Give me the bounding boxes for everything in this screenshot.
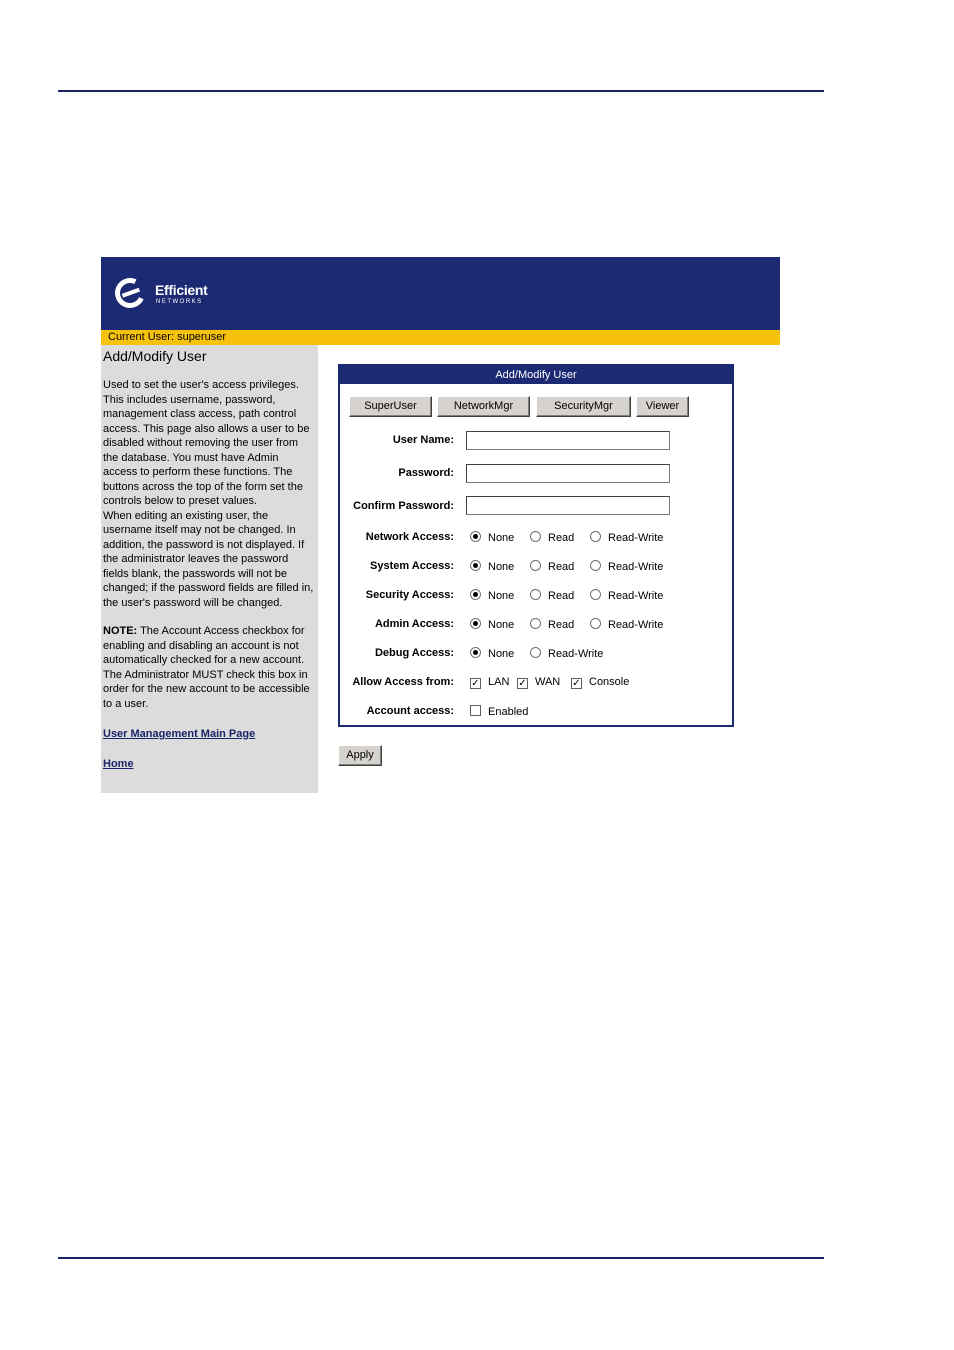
admin-access-label: Admin Access: (374, 618, 454, 630)
password-input[interactable] (466, 464, 670, 483)
allow-access-from-label: Allow Access from: (352, 676, 454, 688)
admin-readwrite-radio[interactable]: Read-Write (590, 618, 663, 631)
preset-superuser-button[interactable]: SuperUser (349, 396, 432, 417)
confirm-password-label: Confirm Password: (353, 500, 454, 512)
debug-access-label: Debug Access: (374, 647, 454, 659)
allow-wan-checkbox[interactable]: ✓ WAN (518, 676, 561, 689)
sidebar-note (103, 624, 315, 711)
network-read-radio[interactable]: Read (530, 531, 574, 544)
bottom-rule (58, 1257, 824, 1259)
allow-lan-checkbox[interactable]: ✓ LAN (471, 676, 510, 689)
note-text: The Account Access checkbox for enabling and disabling an account is not automatically checked for a new account. The Administrator MUST check this box in order for the new account to be accessible to a user. (103, 625, 310, 710)
system-access-label: System Access: (370, 560, 454, 572)
system-none-radio[interactable]: None (470, 560, 514, 573)
system-read-radio[interactable]: Read (530, 560, 574, 573)
check-icon: ✓ (471, 678, 480, 689)
admin-read-radio[interactable]: Read (530, 618, 574, 631)
password-label: Password: (398, 467, 454, 479)
allow-console-checkbox[interactable]: ✓ Console (572, 676, 630, 689)
security-none-radio[interactable]: None (470, 589, 514, 602)
debug-none-radio[interactable]: None (470, 647, 514, 660)
security-read-radio[interactable]: Read (530, 589, 574, 602)
top-rule (58, 90, 824, 92)
network-none-radio[interactable]: None (470, 531, 514, 544)
confirm-password-input[interactable] (466, 496, 670, 515)
sidebar-editing-note: When editing an existing user, the username itself may not be changed. In addition, the password is not displayed. If the administrator leaves the password fields blank, the passwords will not be changed; if the password fields are filled in, the user's password will be changed. (103, 509, 314, 609)
sidebar-description: Used to set the user's access privileges. This includes username, password, management class access, path control access. This page also allows a user to be disabled without removing the user from the database. You must have Admin access to perform these functions. The buttons across the top of the form set the controls below to preset values. (103, 379, 310, 507)
security-readwrite-radio[interactable]: Read-Write (590, 589, 663, 602)
network-readwrite-radio[interactable]: Read-Write (590, 531, 663, 544)
preset-networkmgr-button[interactable]: NetworkMgr (437, 396, 530, 417)
logo-subtext: NETWORKS (156, 299, 203, 305)
debug-readwrite-radio[interactable]: Read-Write (530, 647, 603, 660)
user-management-main-link[interactable]: User Management Main Page (103, 728, 256, 740)
e-logo-icon (111, 274, 149, 312)
check-icon: ✓ (518, 678, 527, 689)
note-label: NOTE: (103, 625, 138, 637)
system-readwrite-radio[interactable]: Read-Write (590, 560, 663, 573)
screenshot-frame (101, 257, 780, 793)
check-icon: ✓ (572, 678, 581, 689)
header-banner (101, 257, 780, 330)
help-sidebar (101, 345, 318, 793)
security-access-label: Security Access: (365, 589, 454, 601)
preset-securitymgr-button[interactable]: SecurityMgr (536, 396, 631, 417)
sidebar-title: Add/Modify User (103, 348, 207, 364)
admin-none-radio[interactable]: None (470, 618, 514, 631)
home-link[interactable]: Home (103, 758, 134, 770)
user-name-label: User Name: (392, 434, 454, 446)
apply-button[interactable]: Apply (338, 745, 382, 766)
add-modify-user-form (338, 364, 734, 727)
form-title: Add/Modify User (340, 366, 732, 384)
preset-viewer-button[interactable]: Viewer (636, 396, 689, 417)
account-enabled-checkbox[interactable]: Enabled (470, 705, 528, 718)
network-access-label: Network Access: (365, 531, 454, 543)
logo-wordmark: Efficient (155, 282, 208, 298)
efficient-networks-logo (115, 275, 225, 315)
user-name-input[interactable] (466, 431, 670, 450)
sidebar-help-text (103, 378, 315, 711)
account-access-label: Account access: (366, 705, 454, 717)
current-user-bar: Current User: superuser (101, 330, 780, 345)
